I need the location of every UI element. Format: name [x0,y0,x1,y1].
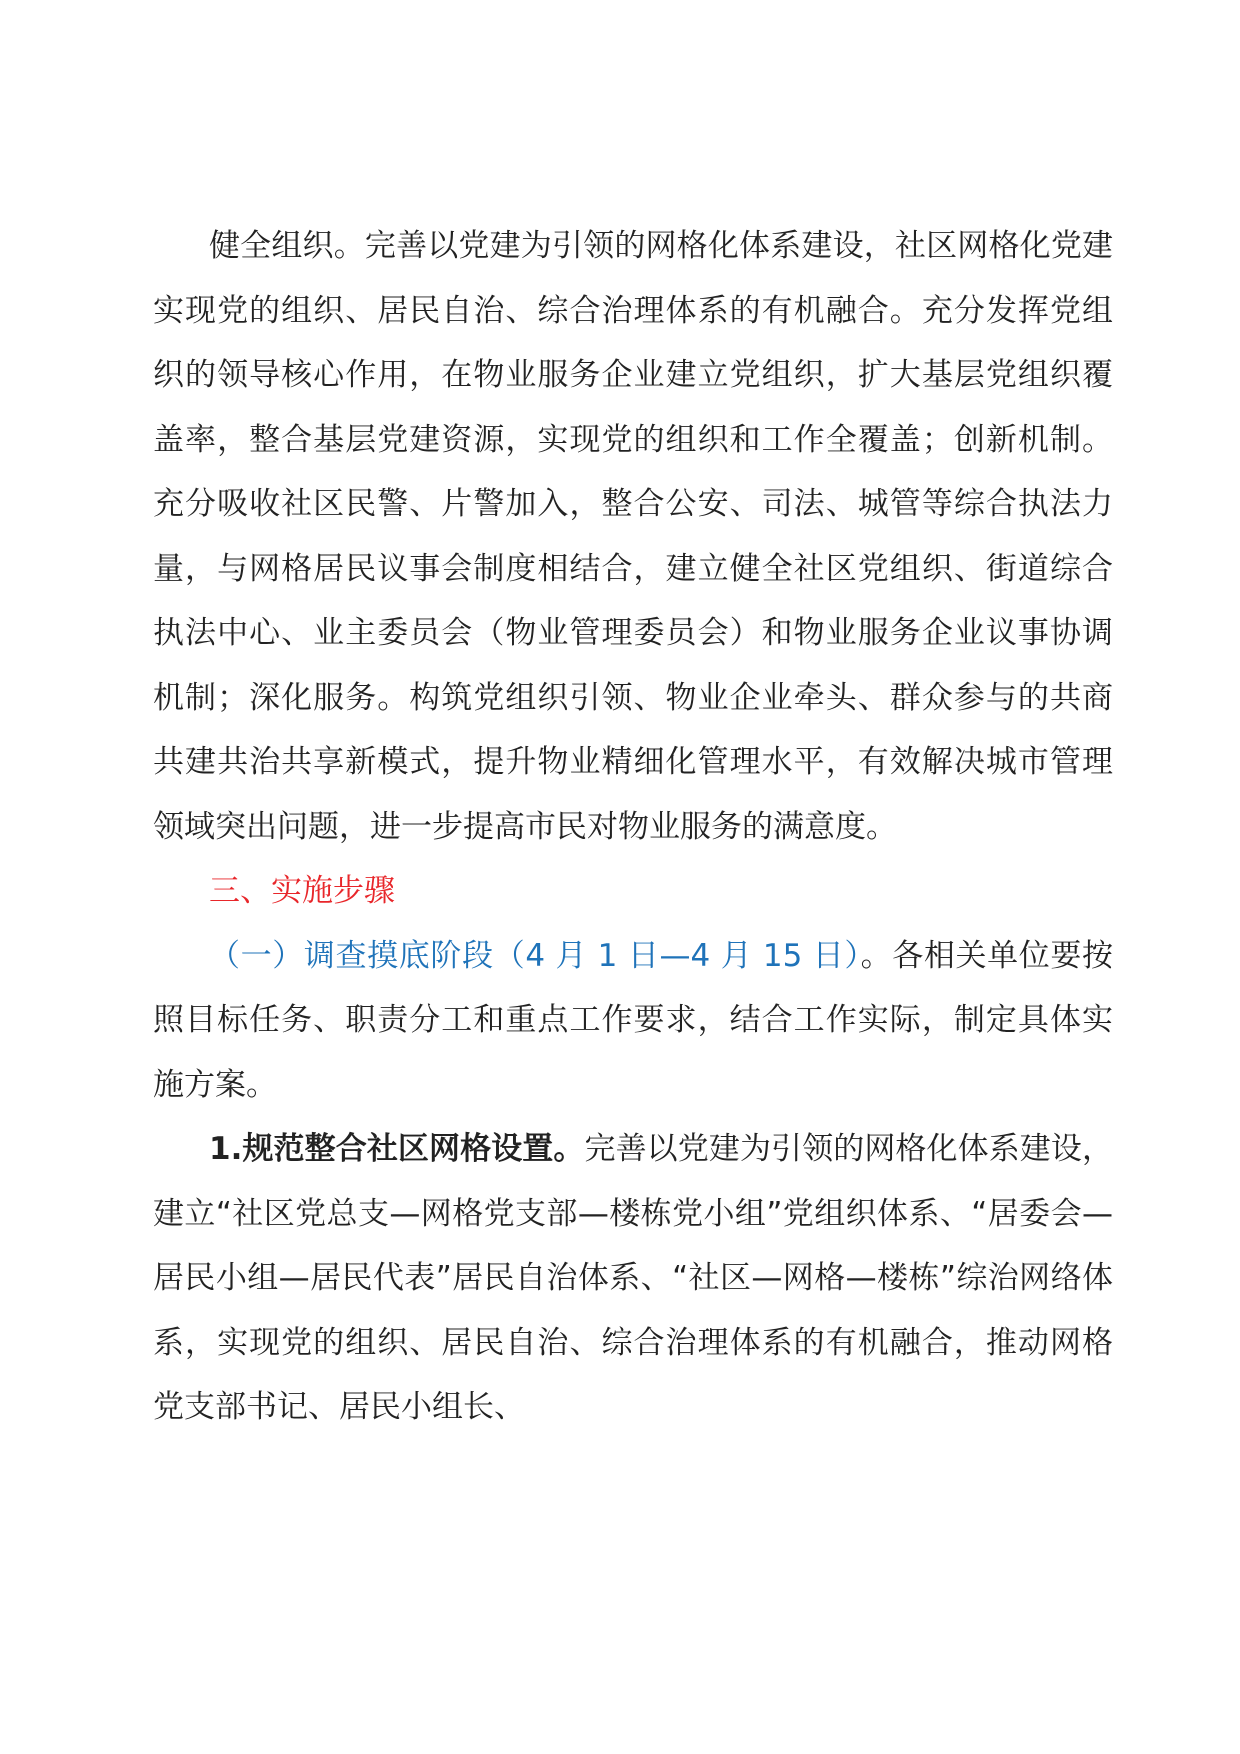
item-title: 1.规范整合社区网格设置。 [209,1131,585,1167]
stage-paragraph [153,924,1113,1118]
document-body [153,214,1113,1440]
stage-heading: （一）调查摸底阶段（4 月 1 日—4 月 15 日） [209,937,861,974]
section-heading-text: 三、实施步骤 [209,873,395,909]
paragraph-organization: 健全组织。完善以党建为引领的网格化体系建设，社区网格化党建实现党的组织、居民自治、综合治理体系的有机融合。充分发挥党组织的领导核心作用，在物业服务企业建立党组织，扩大基层党组织覆盖率，整合基层党建资源，实现党的组织和工作全覆盖；创新机制。充分吸收社区民警、片警加入，整合公安、司法、城管等综合执法力量，与网格居民议事会制度相结合，建立健全社区党组织、街道综合执法中心、业主委员会（物业管理委员会）和物业服务企业议事协调机制；深化服务。构筑党组织引领、物业企业牵头、群众参与的共商共建共治共享新模式，提升物业精细化管理水平，有效解决城市管理领域突出问题，进一步提高市民对物业服务的满意度。 [153,228,1113,845]
item-text: 完善以党建为引领的网格化体系建设，建立“社区党总支—网格党支部—楼栋党小组”党组织体系、“居委会—居民小组—居民代表”居民自治体系、“社区—网格—楼栋”综治网络体系，实现党的组织、居民自治、综合治理体系的有机融合，推动网格党支部书记、居民小组长、 [153,1131,1113,1425]
section-heading [153,859,1113,924]
stage-text: 。各相关单位要按照目标任务、职责分工和重点工作要求，结合工作实际，制定具体实施方案。 [153,937,1113,1103]
item-paragraph [153,1117,1113,1440]
